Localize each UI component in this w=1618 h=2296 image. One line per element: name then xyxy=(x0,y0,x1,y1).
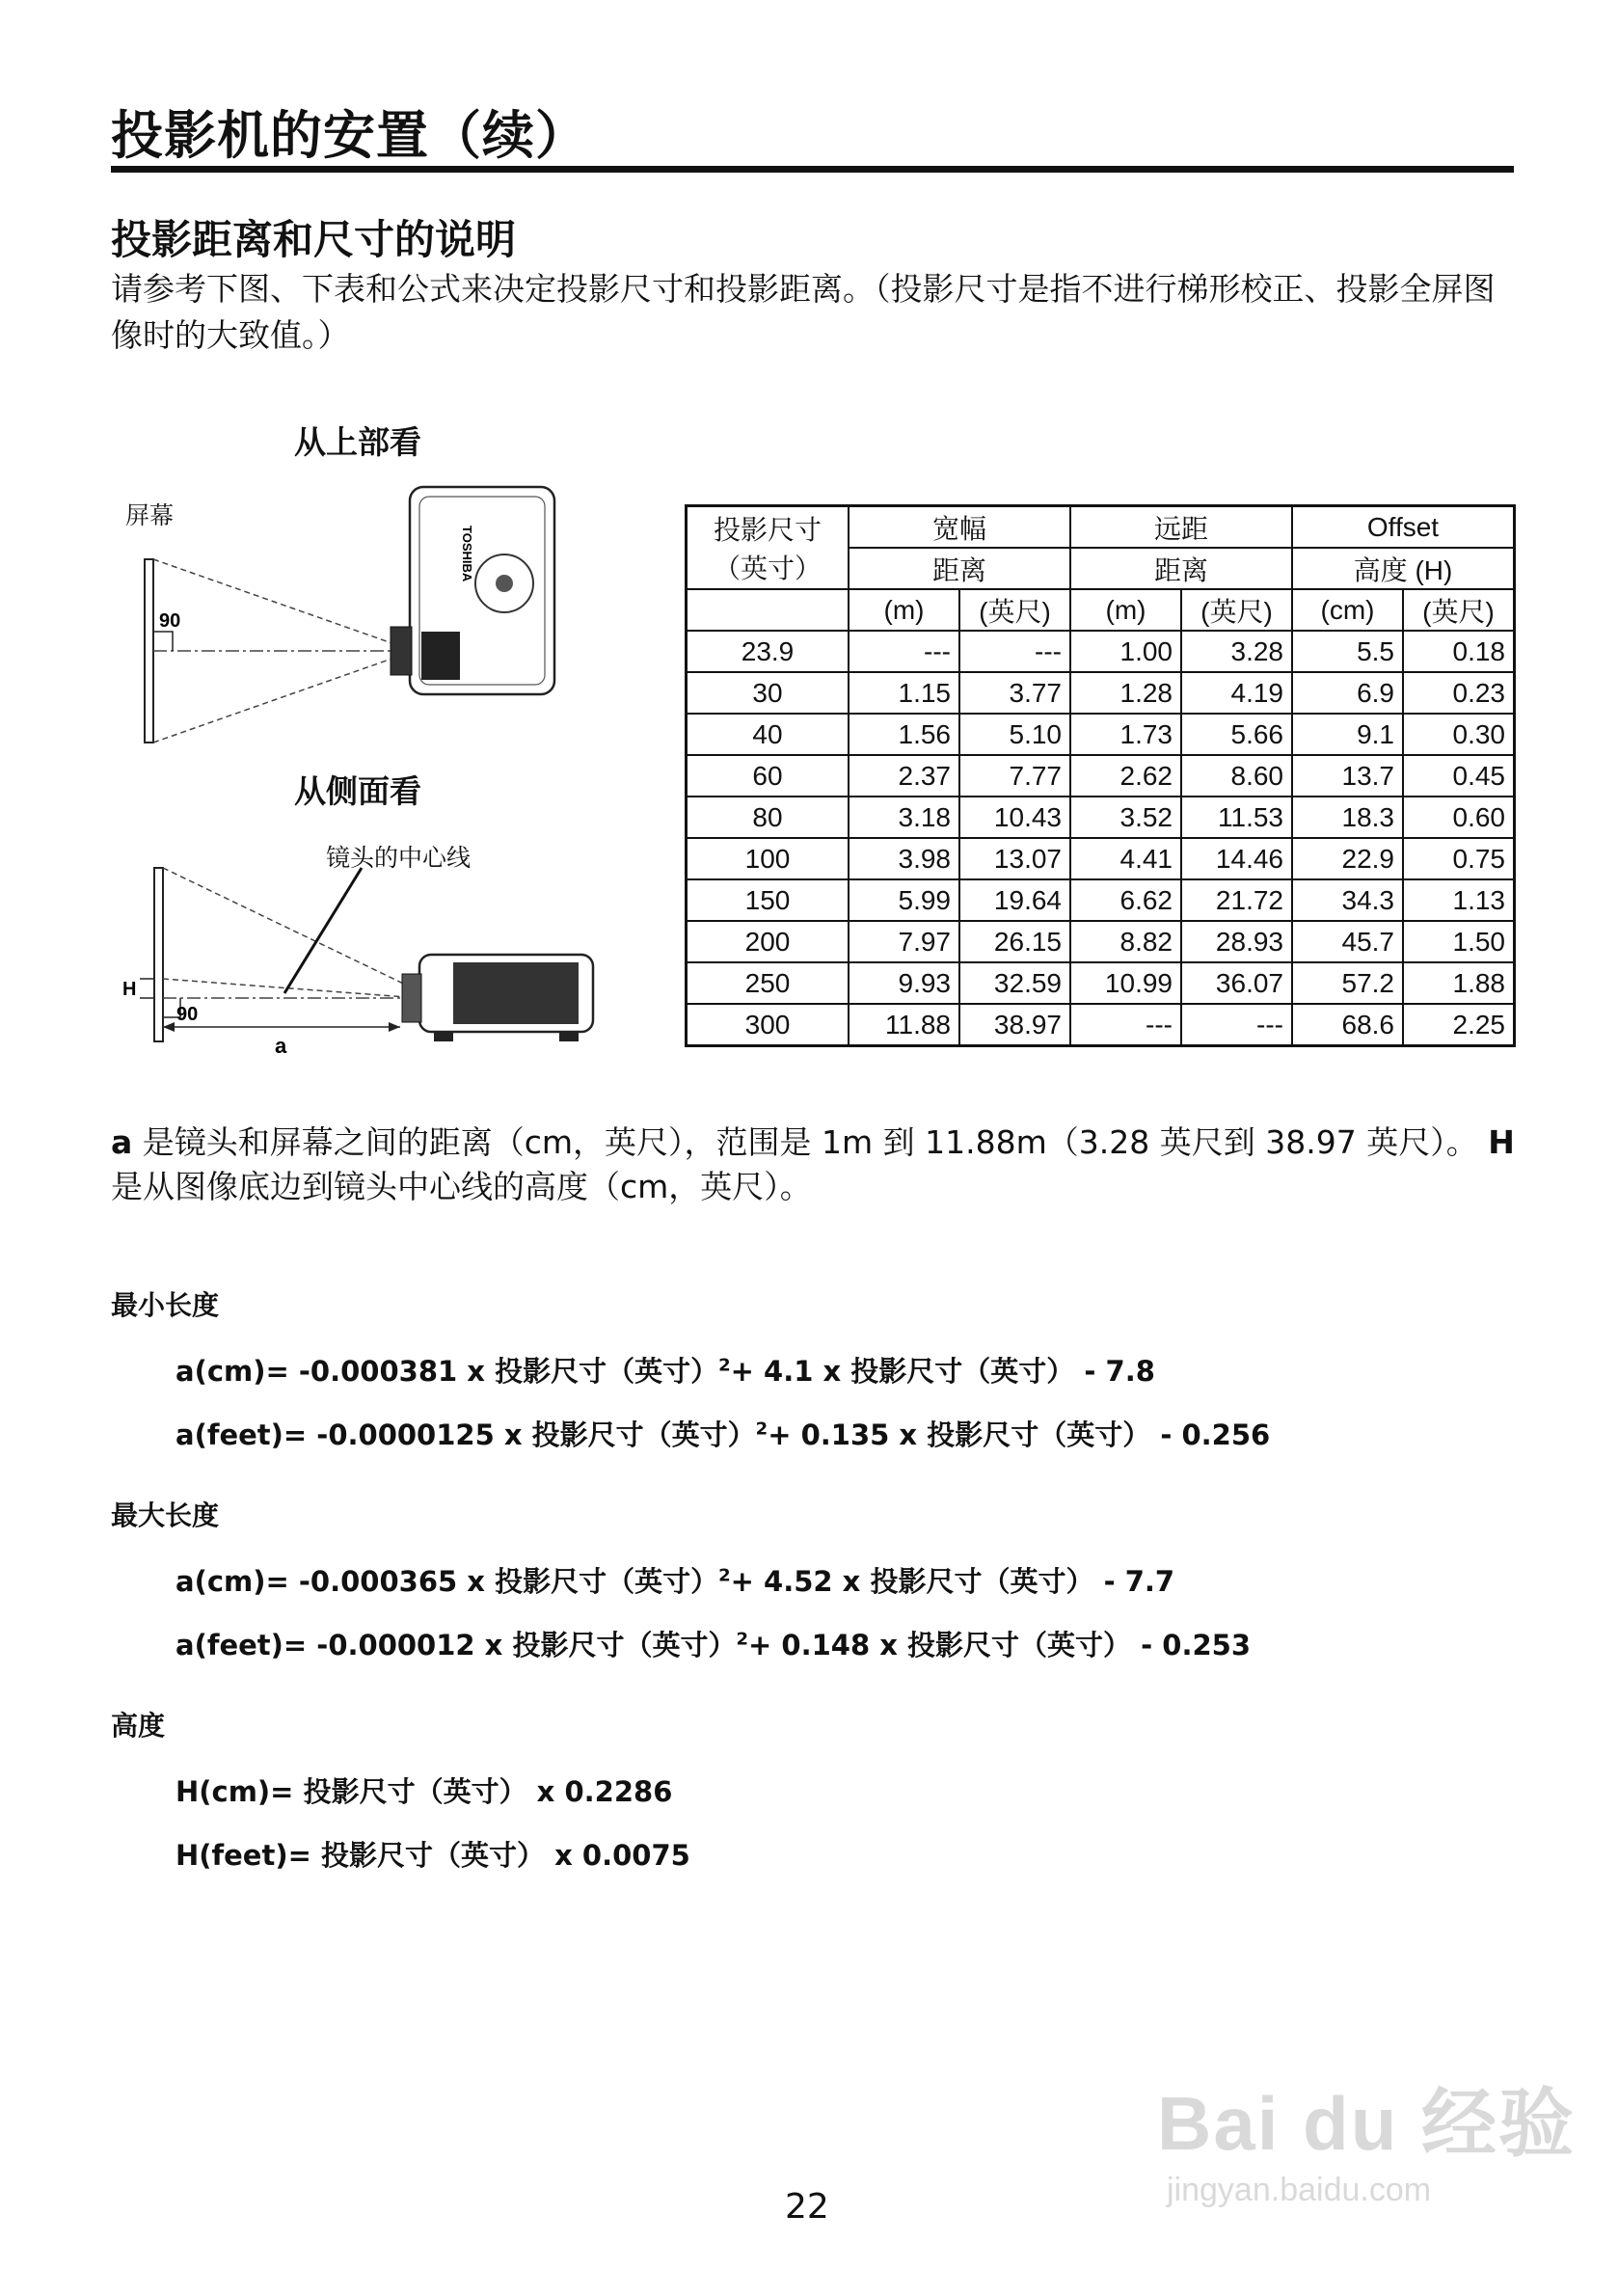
section-title: 投影距离和尺寸的说明 xyxy=(111,216,517,263)
top-view-diagram xyxy=(121,473,583,752)
subgroup-header: 距离 xyxy=(849,548,1070,589)
table-cell: 1.73 xyxy=(1070,714,1181,755)
table-cell: 5.99 xyxy=(849,879,959,921)
right-angle-mark xyxy=(153,632,173,651)
table-cell: 14.46 xyxy=(1181,838,1292,879)
table-cell: 38.97 xyxy=(959,1004,1070,1046)
size-header: 投影尺寸 （英寸） xyxy=(687,506,849,590)
table-row xyxy=(687,921,1515,962)
min-feet-formula xyxy=(175,1414,1270,1453)
unit-header: (m) xyxy=(849,589,959,631)
table-row xyxy=(687,838,1515,879)
table-row xyxy=(687,755,1515,797)
side-view-label: 从侧面看 xyxy=(294,772,421,810)
table-cell: 28.93 xyxy=(1181,921,1292,962)
table-row xyxy=(687,797,1515,838)
page-title: 投影机的安置（续） xyxy=(111,105,588,166)
table-cell: 0.30 xyxy=(1403,714,1515,755)
table-cell: 2.25 xyxy=(1403,1004,1515,1046)
watermark-brand: Bai du 经验 xyxy=(1157,2081,1577,2166)
lens-top xyxy=(391,627,412,675)
table-cell: 8.60 xyxy=(1181,755,1292,797)
table-cell: 5.10 xyxy=(959,714,1070,755)
angle-label-side: 90 xyxy=(176,1004,199,1025)
table-cell: 34.3 xyxy=(1292,879,1403,921)
exponent: 2 xyxy=(736,1629,749,1650)
max-feet-formula xyxy=(175,1624,1251,1663)
height-heading: 高度 xyxy=(111,1710,166,1742)
table-cell: 10.43 xyxy=(959,797,1070,838)
formula-part: + 0.148 x 投影尺寸（英寸） - 0.253 xyxy=(748,1629,1252,1661)
side-view-diagram xyxy=(111,849,612,1070)
table-cell: 0.45 xyxy=(1403,755,1515,797)
brand-label: TOSHIBA xyxy=(460,526,474,582)
page-number: 22 xyxy=(785,2187,829,2227)
lens-side xyxy=(402,974,421,1022)
screen-side-view xyxy=(154,868,163,1041)
table-cell: 3.77 xyxy=(959,672,1070,714)
table-cell: 6.62 xyxy=(1070,879,1181,921)
baidu-watermark xyxy=(1157,2064,1576,2209)
table-cell: 30 xyxy=(687,672,849,714)
table-cell: --- xyxy=(1070,1004,1181,1046)
table-cell: 8.82 xyxy=(1070,921,1181,962)
table-cell: 80 xyxy=(687,797,849,838)
table-cell: 300 xyxy=(687,1004,849,1046)
lens-callout-line xyxy=(284,868,362,993)
table-row xyxy=(687,631,1515,672)
formula-part: + 0.135 x 投影尺寸（英寸） - 0.256 xyxy=(768,1418,1271,1451)
exponent: 2 xyxy=(718,1565,731,1586)
beam-top-edge xyxy=(153,559,400,646)
min-cm-formula xyxy=(175,1350,1155,1390)
formula-part: + 4.1 x 投影尺寸（英寸） - 7.8 xyxy=(730,1355,1155,1388)
table-cell: 22.9 xyxy=(1292,838,1403,879)
table-cell: 0.23 xyxy=(1403,672,1515,714)
table-cell: 1.50 xyxy=(1403,921,1515,962)
h-description: 是从图像底边到镜头中心线的高度（cm，英尺）。 xyxy=(111,1168,812,1205)
group-header: 远距 xyxy=(1070,506,1292,549)
angle-label-top: 90 xyxy=(159,610,181,632)
intro-paragraph: 请参考下图、下表和公式来决定投影尺寸和投影距离。（投影尺寸是指不进行梯形校正、投影全屏图像时的大致值。） xyxy=(111,270,1496,354)
group-header: Offset xyxy=(1292,506,1515,549)
max-length-heading: 最大长度 xyxy=(111,1499,220,1531)
h-term: H xyxy=(1488,1123,1515,1161)
table-cell: 57.2 xyxy=(1292,962,1403,1004)
formula-part: a(cm)= -0.000381 x 投影尺寸（英寸） xyxy=(175,1355,719,1388)
table-cell: 19.64 xyxy=(959,879,1070,921)
a-term: a xyxy=(111,1123,133,1161)
exponent: 2 xyxy=(755,1418,769,1440)
table-cell: 1.56 xyxy=(849,714,959,755)
unit-header: (cm) xyxy=(1292,589,1403,631)
unit-header: (英尺) xyxy=(1403,589,1515,631)
title-rule xyxy=(111,166,1514,173)
table-cell: 6.9 xyxy=(1292,672,1403,714)
table-row xyxy=(687,1004,1515,1046)
unit-header: (英尺) xyxy=(1181,589,1292,631)
table-cell: 60 xyxy=(687,755,849,797)
watermark-url: jingyan.baidu.com xyxy=(1167,2172,1432,2208)
a-description: 是镜头和屏幕之间的距离（cm，英尺），范围是 1m 到 11.88m（3.28 英尺到 38.97 英尺）。 xyxy=(132,1123,1489,1161)
subgroup-header: 高度 (H) xyxy=(1292,548,1515,589)
side-beam-top xyxy=(163,868,419,991)
table-cell: 1.15 xyxy=(849,672,959,714)
table-cell: 23.9 xyxy=(687,631,849,672)
table-cell: 9.1 xyxy=(1292,714,1403,755)
table-cell: 7.77 xyxy=(959,755,1070,797)
height-cm-formula: H(cm)= 投影尺寸（英寸） x 0.2286 xyxy=(175,1775,673,1808)
table-cell: 3.98 xyxy=(849,838,959,879)
min-length-heading: 最小长度 xyxy=(111,1289,220,1321)
distance-arrow-left xyxy=(163,1022,175,1032)
table-cell: 36.07 xyxy=(1181,962,1292,1004)
table-cell: 21.72 xyxy=(1181,879,1292,921)
beam-bottom-edge xyxy=(153,656,400,743)
table-cell: 2.62 xyxy=(1070,755,1181,797)
table-cell: 0.18 xyxy=(1403,631,1515,672)
table-cell: 0.60 xyxy=(1403,797,1515,838)
unit-header: (m) xyxy=(1070,589,1181,631)
max-cm-formula xyxy=(175,1560,1174,1600)
table-cell: --- xyxy=(849,631,959,672)
a-label: a xyxy=(275,1034,287,1058)
table-cell: 4.41 xyxy=(1070,838,1181,879)
distance-note xyxy=(111,1121,1519,1209)
table-cell: --- xyxy=(1181,1004,1292,1046)
h-label: H xyxy=(122,979,137,1000)
lens-center-label: 镜头的中心线 xyxy=(326,844,472,872)
table-cell: 250 xyxy=(687,962,849,1004)
formula-part: a(feet)= -0.0000125 x 投影尺寸（英寸） xyxy=(175,1418,756,1451)
table-cell: 4.19 xyxy=(1181,672,1292,714)
table-row xyxy=(687,879,1515,921)
screen-side xyxy=(145,559,153,743)
formula-part: a(cm)= -0.000365 x 投影尺寸（英寸） xyxy=(175,1565,719,1598)
top-view-label: 从上部看 xyxy=(294,423,421,461)
table-cell: 5.5 xyxy=(1292,631,1403,672)
exponent: 2 xyxy=(718,1355,731,1376)
table-cell: 150 xyxy=(687,879,849,921)
group-header: 宽幅 xyxy=(849,506,1070,549)
table-cell: 26.15 xyxy=(959,921,1070,962)
table-cell: 18.3 xyxy=(1292,797,1403,838)
formula-part: + 4.52 x 投影尺寸（英寸） - 7.7 xyxy=(730,1565,1175,1598)
subgroup-header: 距离 xyxy=(1070,548,1292,589)
formula-part: a(feet)= -0.000012 x 投影尺寸（英寸） xyxy=(175,1629,737,1661)
control-center-icon xyxy=(496,575,513,592)
table-cell: 3.18 xyxy=(849,797,959,838)
table-cell: 1.13 xyxy=(1403,879,1515,921)
table-cell: 13.7 xyxy=(1292,755,1403,797)
table-cell: 3.28 xyxy=(1181,631,1292,672)
table-cell: 11.88 xyxy=(849,1004,959,1046)
foot-front xyxy=(434,1032,453,1041)
table-cell: 68.6 xyxy=(1292,1004,1403,1046)
table-cell: 100 xyxy=(687,838,849,879)
table-cell: 40 xyxy=(687,714,849,755)
table-cell: 1.28 xyxy=(1070,672,1181,714)
table-cell: 200 xyxy=(687,921,849,962)
table-cell: --- xyxy=(959,631,1070,672)
table-cell: 45.7 xyxy=(1292,921,1403,962)
table-cell: 11.53 xyxy=(1181,797,1292,838)
table-cell: 9.93 xyxy=(849,962,959,1004)
height-feet-formula: H(feet)= 投影尺寸（英寸） x 0.0075 xyxy=(175,1839,690,1872)
table-cell: 5.66 xyxy=(1181,714,1292,755)
table-cell: 1.88 xyxy=(1403,962,1515,1004)
table-row xyxy=(687,672,1515,714)
table-row xyxy=(687,962,1515,1004)
table-cell: 3.52 xyxy=(1070,797,1181,838)
foot-rear xyxy=(559,1032,579,1041)
grille-side xyxy=(453,962,579,1024)
unit-header: (英尺) xyxy=(959,589,1070,631)
table-cell: 2.37 xyxy=(849,755,959,797)
table-cell: 10.99 xyxy=(1070,962,1181,1004)
unit-header-empty xyxy=(687,589,849,631)
projection-table xyxy=(685,504,1516,1047)
table-cell: 13.07 xyxy=(959,838,1070,879)
table-row xyxy=(687,714,1515,755)
vent-top xyxy=(421,632,460,680)
table-cell: 1.00 xyxy=(1070,631,1181,672)
table-cell: 32.59 xyxy=(959,962,1070,1004)
table-cell: 0.75 xyxy=(1403,838,1515,879)
distance-arrow-right xyxy=(389,1022,400,1032)
table-cell: 7.97 xyxy=(849,921,959,962)
screen-label: 屏幕 xyxy=(125,501,175,529)
